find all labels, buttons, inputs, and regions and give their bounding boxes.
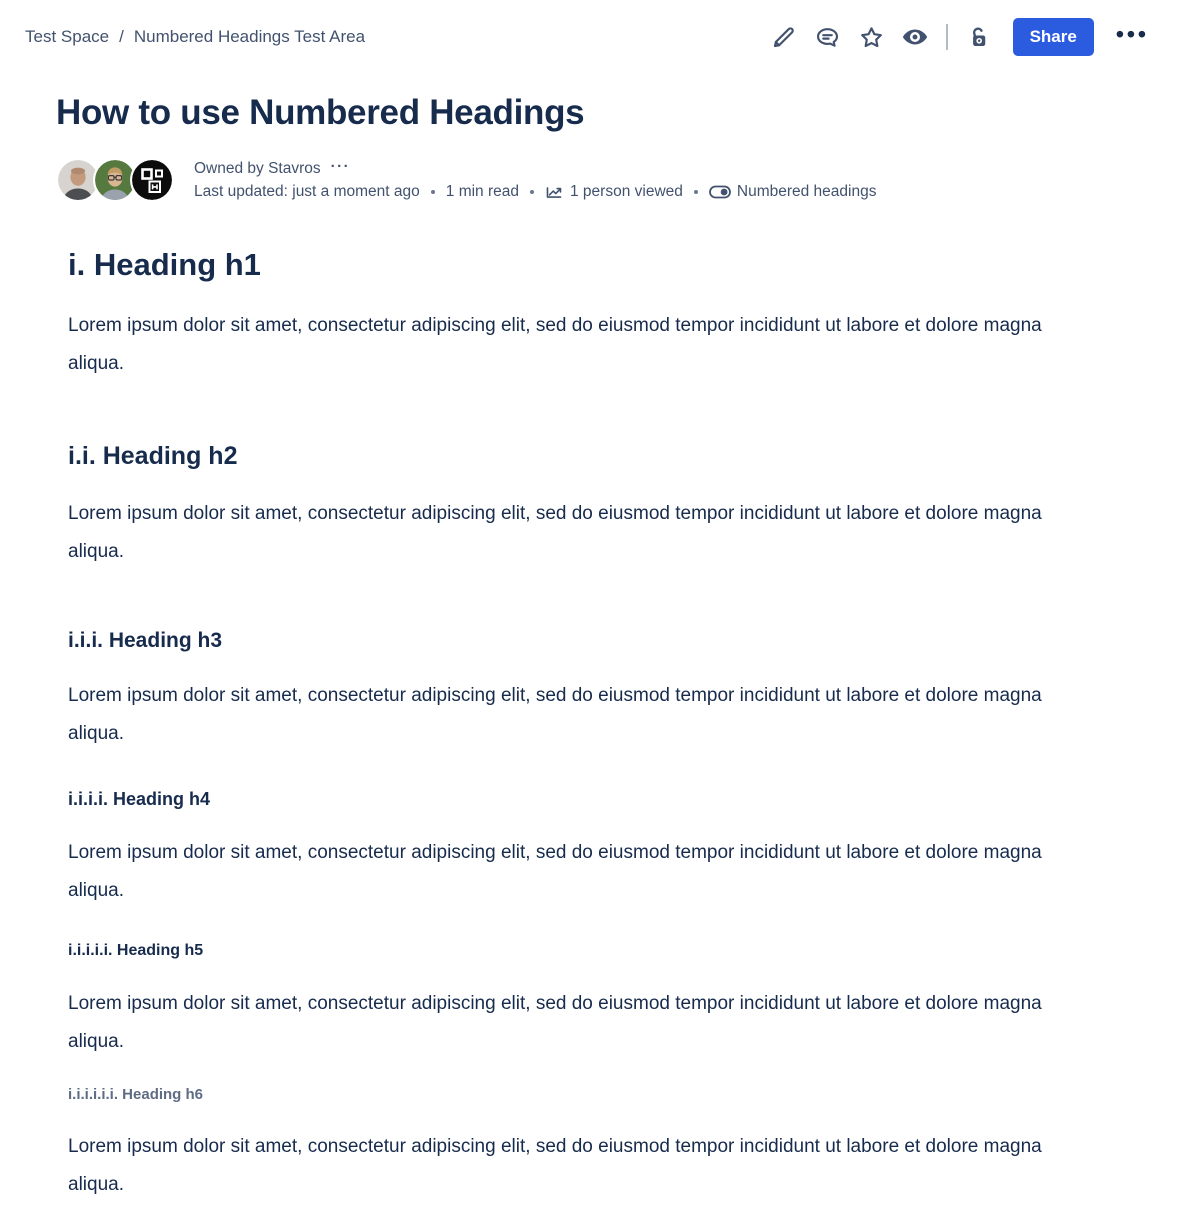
- content-section-h5: [68, 940, 1109, 1061]
- avatar-app-numbered-headings[interactable]: [130, 158, 174, 202]
- section-heading-h4: i.i.i.i. Heading h4: [68, 789, 211, 809]
- content-section-h3: [68, 627, 1109, 753]
- byline-text: [194, 159, 876, 202]
- edit-button[interactable]: [765, 19, 801, 55]
- dot-separator: [530, 190, 534, 194]
- edit-icon: [770, 24, 797, 51]
- read-time-text: 1 min read: [445, 183, 519, 200]
- share-button[interactable]: Share: [1013, 18, 1094, 56]
- watch-eye-icon: [901, 23, 929, 51]
- byline: [56, 158, 1109, 202]
- section-heading-h2: i.i. Heading h2: [68, 442, 238, 470]
- avatar-stack: [56, 158, 174, 202]
- views-label: 1 person viewed: [570, 183, 683, 200]
- section-paragraph: Lorem ipsum dolor sit amet, consectetur adipiscing elit, sed do eiusmod tempor incididunt ut labore et dolore magna aliqua.: [68, 685, 1042, 744]
- breadcrumb-item-space[interactable]: Test Space: [25, 27, 110, 46]
- content-section-h6: [68, 1085, 1109, 1204]
- analytics-icon: [545, 183, 564, 202]
- section-paragraph: Lorem ipsum dolor sit amet, consectetur adipiscing elit, sed do eiusmod tempor incididunt ut labore et dolore magna aliqua.: [68, 1136, 1042, 1195]
- last-updated-text: Last updated: just a moment ago: [194, 183, 420, 200]
- views-link[interactable]: [545, 183, 683, 202]
- section-paragraph: Lorem ipsum dolor sit amet, consectetur adipiscing elit, sed do eiusmod tempor incididunt ut labore et dolore magna aliqua.: [68, 993, 1042, 1052]
- section-heading-h5: i.i.i.i.i. Heading h5: [68, 942, 204, 959]
- document-body: [68, 246, 1109, 1204]
- toolbar-divider: [946, 24, 948, 50]
- more-icon: •••: [1115, 20, 1149, 47]
- star-icon: [858, 24, 885, 51]
- breadcrumb-item-page[interactable]: Numbered Headings Test Area: [133, 27, 366, 46]
- dot-separator: [694, 190, 698, 194]
- content-section-h1: [68, 246, 1109, 383]
- breadcrumb: [25, 27, 365, 47]
- comment-icon: [814, 24, 841, 51]
- page-header: [0, 0, 1179, 58]
- section-heading-h6: i.i.i.i.i.i. Heading h6: [68, 1086, 204, 1103]
- section-heading-h1: i. Heading h1: [68, 247, 261, 282]
- unlock-icon: [965, 24, 992, 51]
- toggle-on-icon: [709, 185, 731, 199]
- more-actions-button[interactable]: [1112, 17, 1153, 58]
- restrictions-button[interactable]: [961, 19, 997, 55]
- byline-owner-row: [194, 159, 876, 180]
- page-toolbar: [765, 17, 1153, 58]
- section-paragraph: Lorem ipsum dolor sit amet, consectetur adipiscing elit, sed do eiusmod tempor incididunt ut labore et dolore magna aliqua.: [68, 842, 1042, 901]
- badge-label: Numbered headings: [736, 183, 877, 200]
- owner-more-button[interactable]: [329, 159, 353, 180]
- byline-meta-row: [194, 183, 876, 202]
- breadcrumb-separator: /: [119, 27, 124, 46]
- numbered-headings-badge[interactable]: [709, 183, 877, 201]
- section-paragraph: Lorem ipsum dolor sit amet, consectetur adipiscing elit, sed do eiusmod tempor incididunt ut labore et dolore magna aliqua.: [68, 503, 1042, 562]
- content-section-h2: [68, 440, 1109, 571]
- section-heading-h3: i.i.i. Heading h3: [68, 629, 223, 652]
- owner-link[interactable]: Owned by Stavros: [194, 160, 321, 177]
- section-paragraph: Lorem ipsum dolor sit amet, consectetur adipiscing elit, sed do eiusmod tempor incididunt ut labore et dolore magna aliqua.: [68, 315, 1042, 374]
- dot-separator: [431, 190, 435, 194]
- owner-more-icon: ···: [330, 157, 351, 175]
- content-section-h4: [68, 787, 1109, 910]
- page-title: How to use Numbered Headings: [56, 93, 585, 132]
- watch-button[interactable]: [897, 19, 933, 55]
- star-button[interactable]: [853, 19, 889, 55]
- comment-button[interactable]: [809, 19, 845, 55]
- page-content: [0, 92, 1179, 1214]
